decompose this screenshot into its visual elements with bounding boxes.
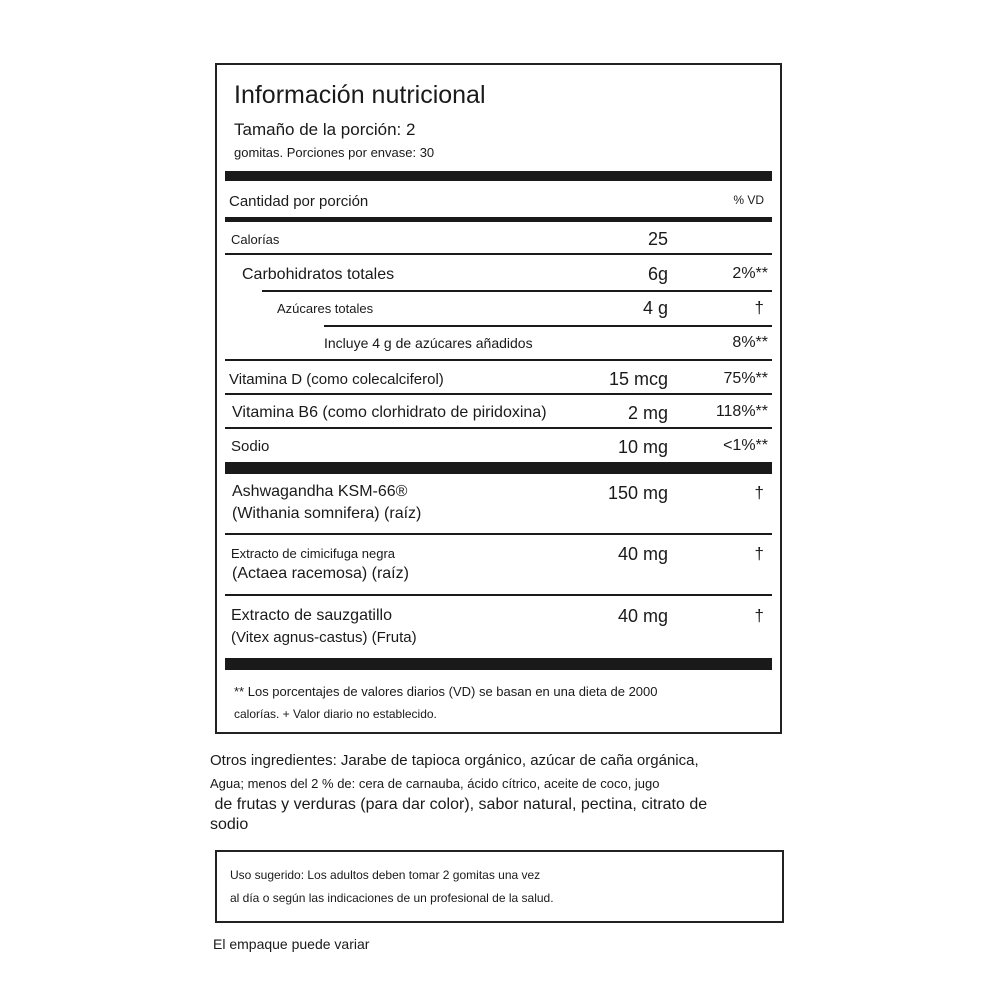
divider-vitamin-b6 xyxy=(225,427,772,429)
dv-header: % VD xyxy=(733,193,764,207)
cimicifuga-label-2: (Actaea racemosa) (raíz) xyxy=(232,565,409,582)
carbs-amount: 6g xyxy=(647,264,668,284)
sauzgatillo-label-1: Extracto de sauzgatillo xyxy=(231,607,392,624)
divider-carbs xyxy=(262,290,772,292)
added-sugars-label: Incluye 4 g de azúcares añadidos xyxy=(324,335,533,351)
other-ingredients-line-1: Otros ingredientes: Jarabe de tapioca orgánico, azúcar de caña orgánica, xyxy=(210,752,699,769)
sugars-amount: 4 g xyxy=(642,298,668,318)
divider-calories xyxy=(225,253,772,255)
carbs-dv: 2%** xyxy=(732,265,768,282)
packaging-note: El empaque puede variar xyxy=(213,936,370,952)
sauzgatillo-amount: 40 mg xyxy=(617,606,668,626)
sugars-dv: † xyxy=(754,298,764,317)
divider-vitamin-d xyxy=(225,393,772,395)
cimicifuga-amount: 40 mg xyxy=(617,544,668,564)
vitamin-d-amount: 15 mcg xyxy=(608,369,668,389)
medium-divider xyxy=(225,217,772,222)
sauzgatillo-dv: † xyxy=(754,606,764,625)
suggested-use-line-1: Uso sugerido: Los adultos deben tomar 2 gomitas una vez xyxy=(230,868,541,882)
divider-sugars xyxy=(324,325,772,327)
divider-ashwagandha xyxy=(225,533,772,535)
thick-divider-bottom xyxy=(225,658,772,670)
sodium-amount: 10 mg xyxy=(617,437,668,457)
other-ingredients-line-4: sodio xyxy=(210,816,249,833)
vitamin-b6-label: Vitamina B6 (como clorhidrato de piridoxina) xyxy=(232,404,547,421)
footnote-line-1: ** Los porcentajes de valores diarios (VD) se basan en una dieta de 2000 xyxy=(234,684,658,699)
added-sugars-dv: 8%** xyxy=(732,334,768,351)
cimicifuga-dv: † xyxy=(754,544,764,563)
thick-divider-middle xyxy=(225,462,772,474)
suggested-use-box xyxy=(215,850,784,923)
serving-size: Tamaño de la porción: 2 xyxy=(234,120,416,139)
sugars-label: Azúcares totales xyxy=(277,301,374,316)
other-ingredients-line-3: de frutas y verduras (para dar color), sabor natural, pectina, citrato de xyxy=(210,796,708,813)
calories-label: Calorías xyxy=(231,232,280,247)
other-ingredients-line-2: Agua; menos del 2 % de: cera de carnauba, ácido cítrico, aceite de coco, jugo xyxy=(210,776,660,791)
nutrition-facts-panel xyxy=(215,63,782,734)
footnote-line-2: calorías. + Valor diario no establecido. xyxy=(234,707,437,721)
suggested-use-line-2: al día o según las indicaciones de un profesional de la salud. xyxy=(230,891,554,905)
vitamin-b6-dv: 118%** xyxy=(715,403,768,420)
carbs-label: Carbohidratos totales xyxy=(242,266,395,283)
sodium-dv: <1%** xyxy=(723,437,768,454)
divider-cimicifuga xyxy=(225,594,772,596)
ashwagandha-label-2: (Withania somnifera) (raíz) xyxy=(232,505,422,522)
panel-title: Información nutricional xyxy=(234,81,486,109)
vitamin-b6-amount: 2 mg xyxy=(627,403,668,423)
ashwagandha-label-1: Ashwagandha KSM-66® xyxy=(232,483,408,500)
divider-added-sugars xyxy=(225,359,772,361)
amount-per-serving-label: Cantidad por porción xyxy=(229,193,369,210)
cimicifuga-label-1: Extracto de cimicifuga negra xyxy=(231,546,396,561)
vitamin-d-label: Vitamina D (como colecalciferol) xyxy=(229,371,444,388)
ashwagandha-amount: 150 mg xyxy=(607,483,668,503)
servings-per-container: gomitas. Porciones por envase: 30 xyxy=(234,145,435,160)
ashwagandha-dv: † xyxy=(754,483,764,502)
sodium-label: Sodio xyxy=(231,438,270,455)
calories-amount: 25 xyxy=(647,229,668,249)
vitamin-d-dv: 75%** xyxy=(723,370,768,387)
thick-divider-top xyxy=(225,171,772,181)
sauzgatillo-label-2: (Vitex agnus-castus) (Fruta) xyxy=(231,629,417,646)
